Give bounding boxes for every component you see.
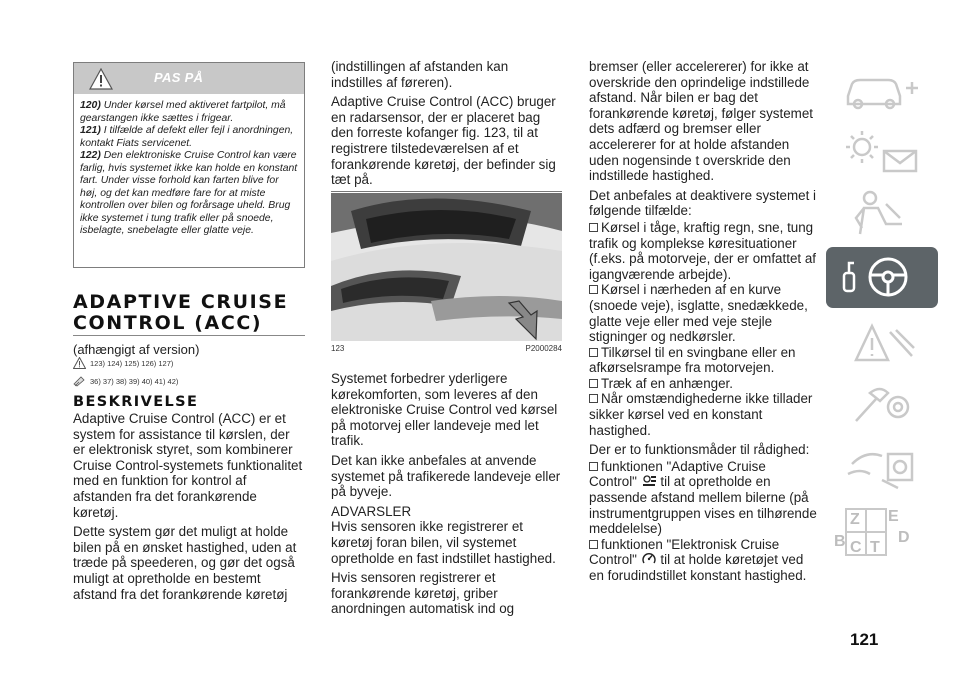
mode-item: funktionen "Elektronisk Cruise Control" til at holde køretøjet ved en forudindstillet konstant hastighed.	[589, 536, 807, 583]
version-note: (afhængigt af version)	[73, 342, 200, 357]
driving-icon	[826, 247, 938, 308]
description-heading: BESKRIVELSE	[73, 394, 199, 410]
warning-item: 121) I tilfælde af defekt eller fejl i anordningen, kontakt Fiats servicenet.	[80, 125, 294, 149]
figure-number: 123	[331, 344, 345, 353]
warning-lights-icon	[826, 121, 938, 182]
maintenance-icon	[826, 373, 938, 434]
checkbox-icon	[589, 379, 598, 388]
acc-symbol-icon	[641, 474, 657, 487]
cruise-control-symbol-icon	[641, 552, 657, 565]
tab-car-overview[interactable]	[826, 58, 938, 119]
bullet-item: Tilkørsel til en svingbane eller en afkørselsrampe fra motorvejen.	[589, 344, 796, 376]
warning-header	[74, 63, 304, 94]
index-letter: T	[870, 539, 880, 556]
middle-text-top	[331, 59, 563, 192]
emergency-icon	[826, 310, 938, 371]
tab-safety[interactable]	[826, 184, 938, 245]
tab-multimedia[interactable]	[826, 436, 938, 497]
tab-maintenance[interactable]	[826, 373, 938, 434]
bullet-item: Kørsel i nærheden af en kurve (snoede veje), isglatte, snedækkede, glatte veje eller med veje stejle stigninger og nedkørsler.	[589, 282, 808, 345]
paragraph: Hvis sensoren ikke registrerer et køretøj foran bilen, vil systemet opretholde en fast indstillet hastighed.	[331, 519, 556, 566]
middle-text-bottom	[331, 371, 563, 621]
checkbox-icon	[589, 462, 598, 471]
checkbox-icon	[589, 394, 598, 403]
index-letter: E	[888, 508, 899, 525]
note-ref-icon	[73, 375, 86, 387]
checkbox-icon	[589, 223, 598, 232]
paragraph: (indstillingen af afstanden kan indstilles af føreren).	[331, 59, 509, 90]
safety-icon	[826, 184, 938, 245]
bullet-item: Kørsel i tåge, kraftig regn, sne, tung trafik og komplekse køresituationer (f.eks. på motorveje, der er omfattet af igangværende arbejde).	[589, 219, 816, 282]
title-divider	[73, 335, 305, 336]
tab-warning-lights[interactable]	[826, 121, 938, 182]
paragraph: Dette system gør det muligt at holde bilen på en ønsket hastighed, uden at træde på speederen, og gør det også muligt at opretholde en bestemt afstand fra det forankørende køretøj	[73, 524, 297, 602]
index-letter: Z	[850, 511, 860, 528]
paragraph: Der er to funktionsmåder til rådighed:	[589, 442, 810, 458]
warning-ref-icon	[73, 357, 86, 369]
checkbox-icon	[589, 540, 598, 549]
warning-item: 122) Den elektroniske Cruise Control kan være farlig, hvis systemet ikke kan holde en konstant fart. Under visse forhold kan farten blive for høj, og det kan medføre fare for at miste kontrollen over bilen og forårsage uheld. Brug ikke systemet i tung trafik eller på snoede, isbelagte, snebelagte eller glatte veje.	[80, 150, 298, 236]
page-number: 121	[850, 630, 879, 649]
paragraph: Systemet forbedrer yderligere kørekomforten, som leveres af den elektroniske Cruise Control ved kørsel på motorvej eller landeveje med let trafik.	[331, 371, 558, 449]
index-letter: D	[898, 529, 910, 546]
mode-item: funktionen "Adaptive Cruise Control" til at opretholde en passende afstand mellem bilerne (på instrumentgruppen vises en tilhørende meddelelse)	[589, 458, 817, 537]
tab-emergency[interactable]	[826, 310, 938, 371]
paragraph: Adaptive Cruise Control (ACC) er et system for assistance til kørslen, der er elektronisk styret, som kombinerer Cruise Control-systemets funktionalitet med en funktion for kontrol af afstanden fra det forankørende køretøj.	[73, 411, 303, 520]
checkbox-icon	[589, 285, 598, 294]
multimedia-icon	[826, 436, 938, 497]
paragraph: Det kan ikke anbefales at anvende systemet på trafikerede landeveje eller på byveje.	[331, 452, 561, 500]
section-title: ADAPTIVE CRUISE CONTROL (ACC)	[73, 291, 289, 334]
paragraph: ADVARSLER	[331, 503, 412, 519]
figure-front-bumper	[331, 191, 562, 353]
warning-title: PAS PÅ	[154, 70, 204, 85]
right-text	[589, 59, 817, 584]
paragraph: Hvis sensoren registrerer et forankørende køretøj, griber anordningen automatisk ind og	[331, 570, 515, 617]
index-letter: C	[850, 539, 862, 556]
warning-item: 120) Under kørsel med aktiveret fartpilot, må gearstangen ikke sættes i frigear.	[80, 100, 286, 124]
left-text	[73, 411, 305, 606]
bullet-item: Når omstændighederne ikke tillader sikker kørsel ved en konstant hastighed.	[589, 391, 813, 438]
warning-refs: 123) 124) 125) 126) 127)	[73, 357, 173, 369]
car-overview-icon	[826, 58, 938, 119]
checkbox-icon	[589, 348, 598, 357]
paragraph: Det anbefales at deaktivere systemet i følgende tilfælde:	[589, 187, 817, 219]
warning-box	[73, 62, 305, 268]
paragraph: Adaptive Cruise Control (ACC) bruger en radarsensor, der er placeret bag den forreste kofanger fig. 123, til at registrere tilstedeværelsen af et forankørende køretøj, der befinder sig tæt på.	[331, 94, 556, 188]
paragraph: bremser (eller accelererer) for ikke at overskride den oprindelige indstillede afstand. Når bilen er bag det forankørende køretøj, følger systemet dets adfærd og bremser eller accelererer for at holde afstanden uden nogensinde t overskride den indstillede hastighed.	[589, 59, 813, 184]
figure-code: P2000284	[525, 344, 562, 353]
figure-caption	[331, 344, 562, 353]
tab-index[interactable]	[826, 499, 938, 560]
warning-body	[74, 94, 304, 238]
tab-driving[interactable]	[826, 247, 938, 308]
index-letter: B	[834, 533, 846, 550]
warning-triangle-icon	[89, 68, 113, 90]
note-refs: 36) 37) 38) 39) 40) 41) 42)	[73, 375, 178, 387]
bullet-item: Træk af en anhænger.	[589, 376, 817, 392]
